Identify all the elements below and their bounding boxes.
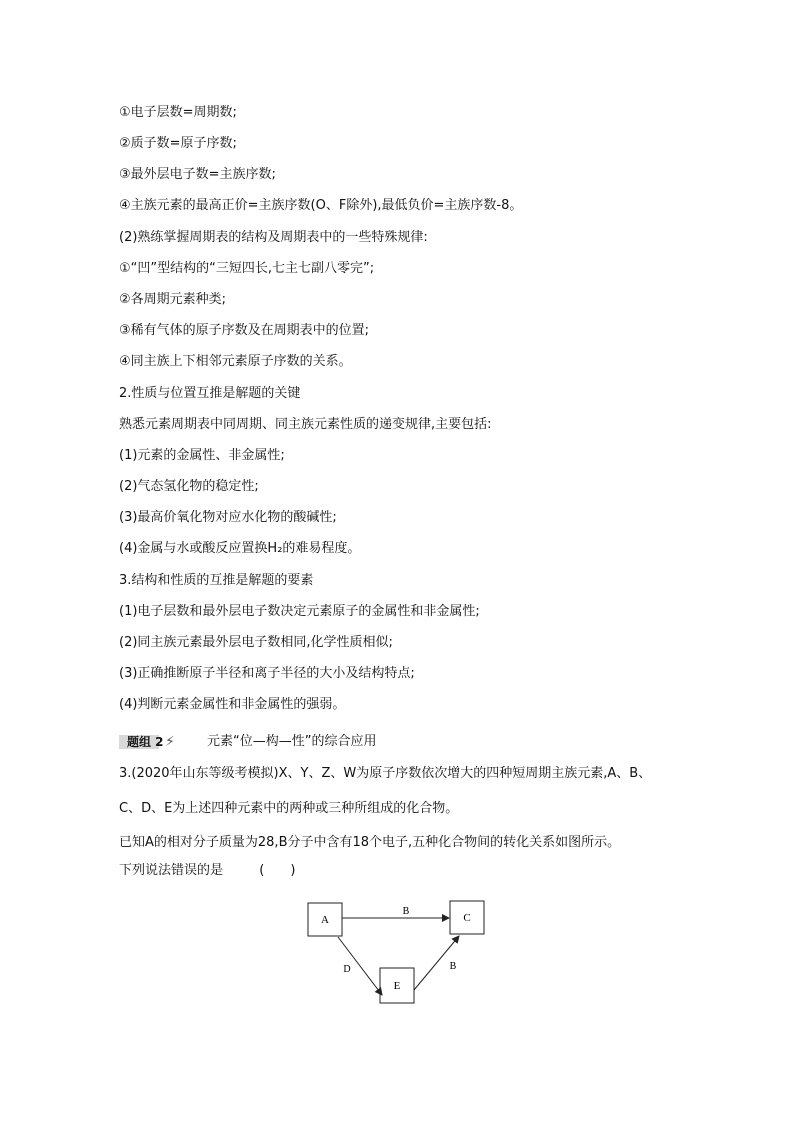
edge-a-to-c-label: B (402, 906, 410, 917)
lightning-icon: ⚡ (165, 734, 175, 750)
text-line: (1)元素的金属性、非金属性; (119, 448, 285, 463)
question-line (119, 863, 295, 879)
text-line: (2)气态氢化物的稳定性; (119, 479, 259, 494)
badge-label: 题组 2 (127, 735, 164, 749)
node-e (380, 968, 414, 1003)
svg-text:C: C (463, 912, 471, 924)
text-line: ①电子层数=周期数; (119, 105, 237, 120)
text-line: (1)电子层数和最外层电子数决定元素原子的金属性和非金属性; (119, 604, 480, 619)
question-line: C、D、E为上述四种元素中的两种或三种所组成的化合物。 (119, 801, 459, 816)
node-c (450, 901, 484, 934)
text-line: ④主族元素的最高正价=主族序数(O、F除外),最低负价=主族序数-8。 (119, 198, 523, 213)
conversion-diagram (300, 898, 496, 1010)
question-line: 3.(2020年山东等级考模拟)X、Y、Z、W为原子序数依次增大的四种短周期主族元素,A、B、 (119, 766, 652, 781)
topic-title: 元素“位—构—性”的综合应用 (207, 734, 377, 749)
text-line: ④同主族上下相邻元素原子序数的关系。 (119, 354, 352, 369)
text-line: (4)金属与水或酸反应置换H₂的难易程度。 (119, 541, 361, 556)
text-line: ③最外层电子数=主族序数; (119, 167, 276, 182)
text-line: ①“凹”型结构的“三短四长,七主七副八零完”; (119, 261, 375, 276)
text-line: ③稀有气体的原子序数及在周期表中的位置; (119, 323, 370, 338)
svg-text:A: A (321, 914, 329, 926)
text-line: (2)同主族元素最外层电子数相同,化学性质相似; (119, 635, 393, 650)
text-line: (3)正确推断原子半径和离子半径的大小及结构特点; (119, 666, 415, 681)
answer-blank: ( ) (259, 863, 296, 878)
section-heading: 2.性质与位置互推是解题的关键 (119, 386, 301, 401)
edge-e-to-c-label: B (449, 961, 457, 972)
node-a (308, 903, 342, 936)
topic-badge (119, 733, 179, 751)
text-line: ②各周期元素种类; (119, 292, 227, 307)
text-line: (4)判断元素金属性和非金属性的强弱。 (119, 697, 346, 712)
svg-text:E: E (393, 980, 401, 992)
section-heading: 3.结构和性质的互推是解题的要素 (119, 573, 314, 588)
question-prompt: 下列说法错误的是 (119, 863, 224, 878)
text-line: (2)熟练掌握周期表的结构及周期表中的一些特殊规律: (119, 230, 428, 245)
question-line: 已知A的相对分子质量为28,B分子中含有18个电子,五种化合物间的转化关系如图所示。 (119, 835, 621, 850)
edge-a-to-e-label: D (343, 964, 351, 975)
text-line: 熟悉元素周期表中同周期、同主族元素性质的递变规律,主要包括: (119, 417, 492, 432)
text-line: ②质子数=原子序数; (119, 136, 237, 151)
text-line: (3)最高价氧化物对应水化物的酸碱性; (119, 510, 337, 525)
